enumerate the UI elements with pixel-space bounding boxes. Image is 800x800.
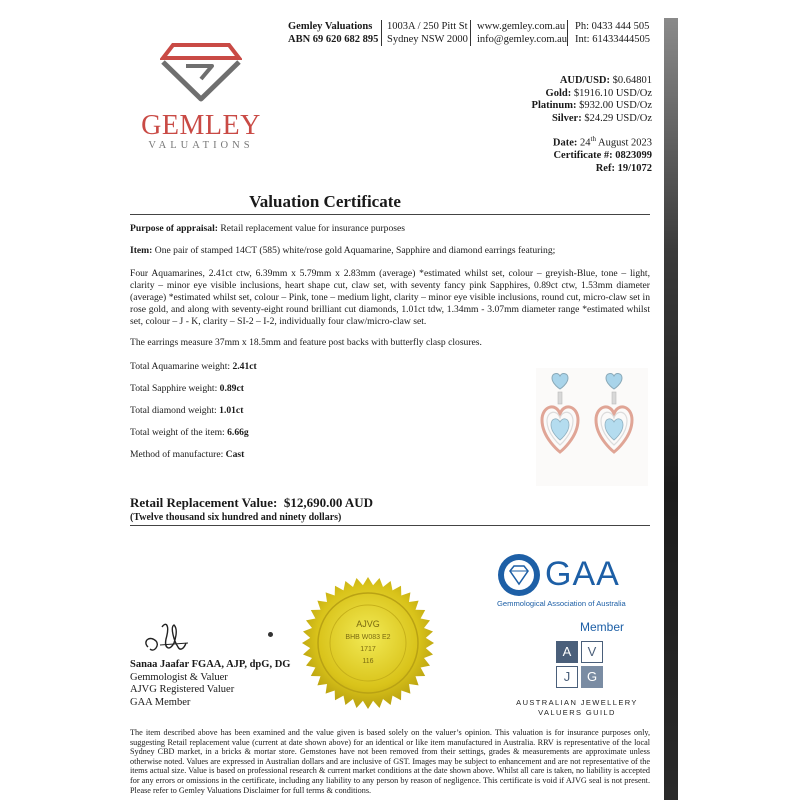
item-label: Item:	[130, 245, 153, 256]
gold-value: $1916.10 USD/Oz	[573, 87, 652, 99]
purpose-line	[130, 223, 650, 235]
purpose-value: Retail replacement value for insurance purposes	[220, 223, 405, 234]
aud-usd-label: AUD/USD:	[559, 75, 610, 86]
date-day: 24	[580, 137, 591, 149]
date-rest: August 2023	[598, 137, 652, 149]
ajvg-letter-g: G	[581, 666, 603, 688]
address-line-2: Sydney NSW 2000	[387, 34, 468, 45]
spec-label: Total Aquamarine weight:	[130, 361, 231, 372]
gold-label: Gold:	[545, 87, 572, 99]
ajvg-name-line-1: AUSTRALIAN JEWELLERY	[516, 698, 638, 707]
header-divider	[381, 20, 382, 46]
website-link[interactable]: www.gemley.com.au	[477, 21, 566, 32]
certificate-title: Valuation Certificate	[249, 192, 401, 211]
logo-subtitle: VALUATIONS	[148, 140, 254, 151]
seal-line-3: 1717	[360, 646, 376, 653]
phone-number: Ph: 0433 444 505	[575, 21, 650, 32]
gaa-member-label: Member	[580, 620, 625, 634]
ajvg-gold-seal-icon	[300, 575, 436, 711]
ajvg-name-line-2: VALUERS GUILD	[538, 708, 616, 717]
retail-divider	[130, 525, 650, 526]
address-line-1: 1003A / 250 Pitt St	[387, 21, 468, 32]
ajvg-logo	[556, 641, 604, 689]
certificate-label: Certificate #:	[553, 150, 613, 161]
certificate-number: 0823099	[615, 150, 652, 161]
spec-row	[130, 427, 510, 439]
spec-value: 6.66g	[227, 427, 249, 438]
seal-line-1: AJVG	[356, 619, 380, 629]
spec-label: Total weight of the item:	[130, 427, 225, 438]
spec-label: Method of manufacture:	[130, 449, 224, 460]
spec-label: Total Sapphire weight:	[130, 383, 218, 394]
disclaimer-text: The item described above has been examined and the value given is based solely on the valuer’s opinion. This valuation is for insurance purposes only, suggesting Retail replacement value (current at date shown above) for an identical or like item manufactured in Australia. RRV is representative of the local Sydney CBD market, in a bricks & mortar store. Gemstones have not been removed from their settings, grades & measurements are approximate unless otherwise noted. Values are expressed in Australian dollars and are inclusive of GST. Images may be subject to enhancement and are not representative of the items actual size. Value is based on professional research & current market conditions at the date shown above. Whilst all care is taken, no liability is accepted for any errors or omissions in the certificate, including any liability to any person by reason of negligence. This certificate is void if AJVG seal is not present. Please refer to Gemley Valuations Disclaimer for full terms & conditions.	[130, 728, 650, 795]
ajvg-letter-j: J	[556, 666, 578, 688]
ink-dot	[268, 632, 273, 637]
silver-value: $24.29 USD/Oz	[584, 112, 652, 124]
ref-number: 19/1072	[617, 162, 652, 174]
spec-value: 2.41ct	[232, 361, 257, 372]
aud-usd-value: $0.64801	[612, 75, 652, 86]
spec-value: 0.89ct	[219, 383, 244, 394]
signatory-registration: AJVG Registered Valuer	[130, 684, 235, 695]
phone-block	[575, 20, 650, 46]
date-label: Date:	[552, 137, 578, 149]
item-description: Four Aquamarines, 2.41ct ctw, 6.39mm x 5.79mm x 2.83mm (average) *estimated whilst set, colour – greyish-Blue, tone – light, clarity – minor eye visible inclusions, heart shape cut, claw set, with seventy fancy pink Sapphires, 0.89ct ctw, 1.53mm diameter (average) *estimated whilst set, colour – Pink, tone – medium light, clarity – minor eye visible inclusions, round cut, micro-claw set in rose gold, and along with seventy-eight round brilliant cut diamonds, 1.01ct tdw, 1.34mm - 3.07mm diameter range *estimated whilst set, colour – J - K, clarity – SI-2 – I-2, individually four claw/micro-claw set.	[130, 268, 650, 327]
platinum-value: $932.00 USD/Oz	[579, 100, 652, 111]
header-divider	[470, 20, 471, 46]
spec-value: 1.01ct	[219, 405, 244, 416]
gemley-diamond-logo-icon	[160, 42, 242, 102]
item-line	[130, 245, 650, 257]
market-rates	[532, 75, 652, 125]
spec-row	[130, 405, 510, 417]
seal-line-4: 116	[362, 658, 374, 665]
side-stripe	[664, 18, 678, 800]
email-link[interactable]: info@gemley.com.au	[477, 34, 568, 45]
certificate-info	[553, 133, 652, 175]
title-divider	[130, 214, 650, 215]
measurement-text: The earrings measure 37mm x 18.5mm and feature post backs with butterfly clasp closures.	[130, 337, 482, 348]
retail-label: Retail Replacement Value:	[130, 495, 278, 510]
ajvg-letter-v: V	[581, 641, 603, 663]
spec-value: Cast	[225, 449, 245, 460]
logo-wordmark: GEMLEY	[141, 110, 261, 141]
gaa-wordmark: GAA	[545, 555, 620, 593]
signatory-name: Sanaa Jaafar FGAA, AJP, dpG, DG	[130, 659, 291, 670]
retail-value: $12,690.00 AUD	[283, 495, 374, 510]
spec-row	[130, 383, 510, 395]
retail-value-line	[130, 495, 373, 511]
date-suffix: th	[590, 135, 596, 143]
company-block	[288, 20, 378, 46]
header-divider	[567, 20, 568, 46]
web-block	[477, 20, 567, 46]
intl-phone-number: Int: 61433444505	[575, 34, 650, 45]
company-name: Gemley Valuations	[288, 21, 373, 32]
signature-icon	[140, 617, 200, 659]
gaa-full-name: Gemmological Association of Australia	[497, 599, 626, 608]
signatory-block	[130, 659, 290, 709]
purpose-label: Purpose of appraisal:	[130, 223, 218, 234]
ajvg-letter-a: A	[556, 641, 578, 663]
item-value: One pair of stamped 14CT (585) white/rose gold Aquamarine, Sapphire and diamond earrings featuring;	[154, 245, 556, 256]
spec-row	[130, 449, 510, 461]
spec-row	[130, 361, 510, 373]
company-abn: ABN 69 620 682 895	[288, 34, 379, 45]
seal-line-2: BHB W083 E2	[345, 634, 391, 641]
gaa-emblem-icon	[497, 553, 541, 597]
signatory-title: Gemmologist & Valuer	[130, 671, 228, 683]
address-block	[387, 20, 468, 46]
earrings-photo	[536, 368, 648, 486]
silver-label: Silver:	[551, 112, 582, 124]
signatory-membership: GAA Member	[130, 696, 191, 708]
spec-label: Total diamond weight:	[130, 405, 217, 416]
ajvg-name	[502, 698, 652, 718]
platinum-label: Platinum:	[531, 100, 577, 111]
retail-value-words: (Twelve thousand six hundred and ninety dollars)	[130, 512, 342, 523]
ref-label: Ref:	[595, 162, 615, 174]
